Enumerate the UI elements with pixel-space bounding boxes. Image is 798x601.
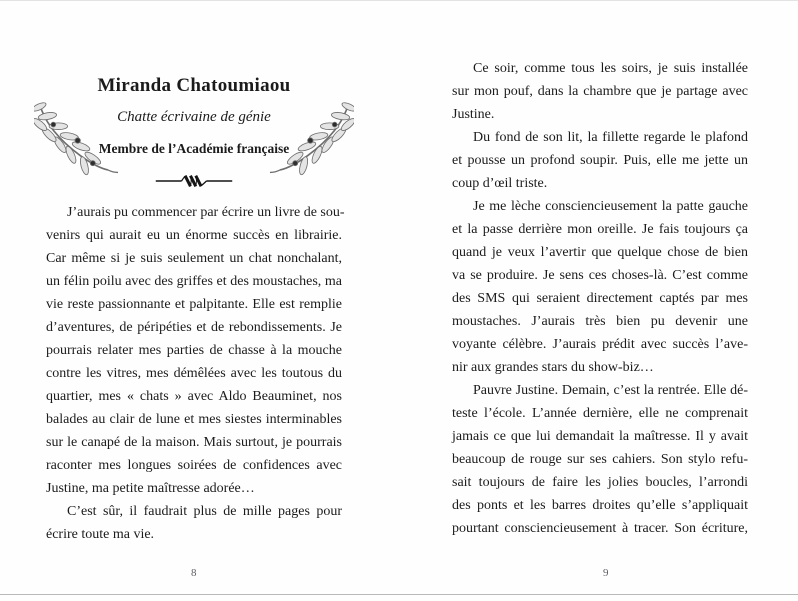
text-line: des ponts et les barres droites qu’elle s’appliquait: [452, 498, 748, 513]
text-line: venirs qui aurait eu un énorme succès en librairie.: [46, 228, 342, 243]
text-line: balades au clair de lune et mes siestes interminables: [46, 412, 342, 427]
text-line: coup d’œil triste.: [452, 176, 548, 191]
olive-branch-icon: [34, 94, 118, 182]
text-line: Justine, ma petite maîtresse adorée…: [46, 481, 255, 496]
text-line: vie reste passionnante et palpitante. Elle est remplie: [46, 297, 342, 312]
text-line: sur le canapé de la maison. Mais surtout, je pourrais: [46, 435, 342, 450]
page-right: [452, 0, 748, 540]
text-line: écrire toute ma vie.: [46, 527, 155, 542]
text-line: et la passe derrière mon oreille. Je fais toujours ça: [452, 222, 748, 237]
left-page-text: [46, 201, 345, 546]
text-line: Car même si je suis seulement un chat nonchalant,: [46, 251, 342, 266]
window-bottom-edge: [0, 594, 798, 595]
text-line: et pousse un profond soupir. Puis, elle me jette un: [452, 153, 748, 168]
text-line: des SMS qui seraient directement captés par mes: [452, 291, 748, 306]
window-top-edge: [0, 0, 798, 1]
text-line: quartier, mes « chats » avec Aldo Beauminet, nos: [46, 389, 342, 404]
chapter-header: [46, 74, 342, 190]
text-line: un félin poilu avec des griffes et des moustaches, ma: [46, 274, 342, 289]
page-left: [46, 0, 345, 546]
text-line: jamais ce que lui demandait la maîtresse. Il y avait: [452, 429, 748, 444]
text-line: J’aurais pu commencer par écrire un livre de sou-: [67, 205, 345, 220]
text-line: va se produire. Je sens ces choses-là. C’est comme: [452, 268, 748, 283]
text-line: moustaches. J’aurais très bien pu devenir une: [452, 314, 748, 329]
text-line: sur mon pouf, dans la chambre que je partage avec: [452, 84, 748, 99]
text-line: nir aux grandes stars du show-biz…: [452, 360, 654, 375]
text-line: Je me lèche consciencieusement la patte gauche: [473, 199, 748, 214]
author-role: Chatte écrivaine de génie: [117, 109, 271, 125]
text-line: d’aventures, de péripéties et de rebondissements. Je: [46, 320, 342, 335]
olive-branch-icon: [270, 94, 354, 182]
text-line: pourrais relater mes parties de chasse à la mouche: [46, 343, 342, 358]
author-name: Miranda Chatoumiaou: [97, 75, 291, 96]
text-line: quand je veux l’avertir que quelque chose de bien: [452, 245, 748, 260]
text-line: Justine.: [452, 107, 495, 122]
text-line: pourtant consciencieusement à tracer. Son écriture,: [452, 521, 748, 536]
page-number-left: 8: [191, 567, 197, 579]
text-line: voyante célèbre. J’aurais prédit avec succès l’ave-: [452, 337, 748, 352]
page-number-right: 9: [603, 567, 609, 579]
text-line: teste l’école. L’année dernière, elle ne comprenait: [452, 406, 748, 421]
text-line: contre les vitres, mes démêlées avec les toutous du: [46, 366, 342, 381]
text-line: C’est sûr, il faudrait plus de mille pages pour: [67, 504, 342, 519]
text-line: beaucoup de rouge sur ses cahiers. Son stylo refu-: [452, 452, 748, 467]
text-line: Du fond de son lit, la fillette regarde le plafond: [473, 130, 748, 145]
text-line: raconter mes longues soirées de confidences avec: [46, 458, 342, 473]
text-line: sait toujours de faire les jolies boucles, l’arrondi: [452, 475, 748, 490]
text-line: Ce soir, comme tous les soirs, je suis installée: [473, 61, 748, 76]
right-page-text: [452, 0, 748, 540]
text-line: Pauvre Justine. Demain, c’est la rentrée. Elle dé-: [473, 383, 748, 398]
author-membership: Membre de l’Académie française: [98, 141, 290, 156]
